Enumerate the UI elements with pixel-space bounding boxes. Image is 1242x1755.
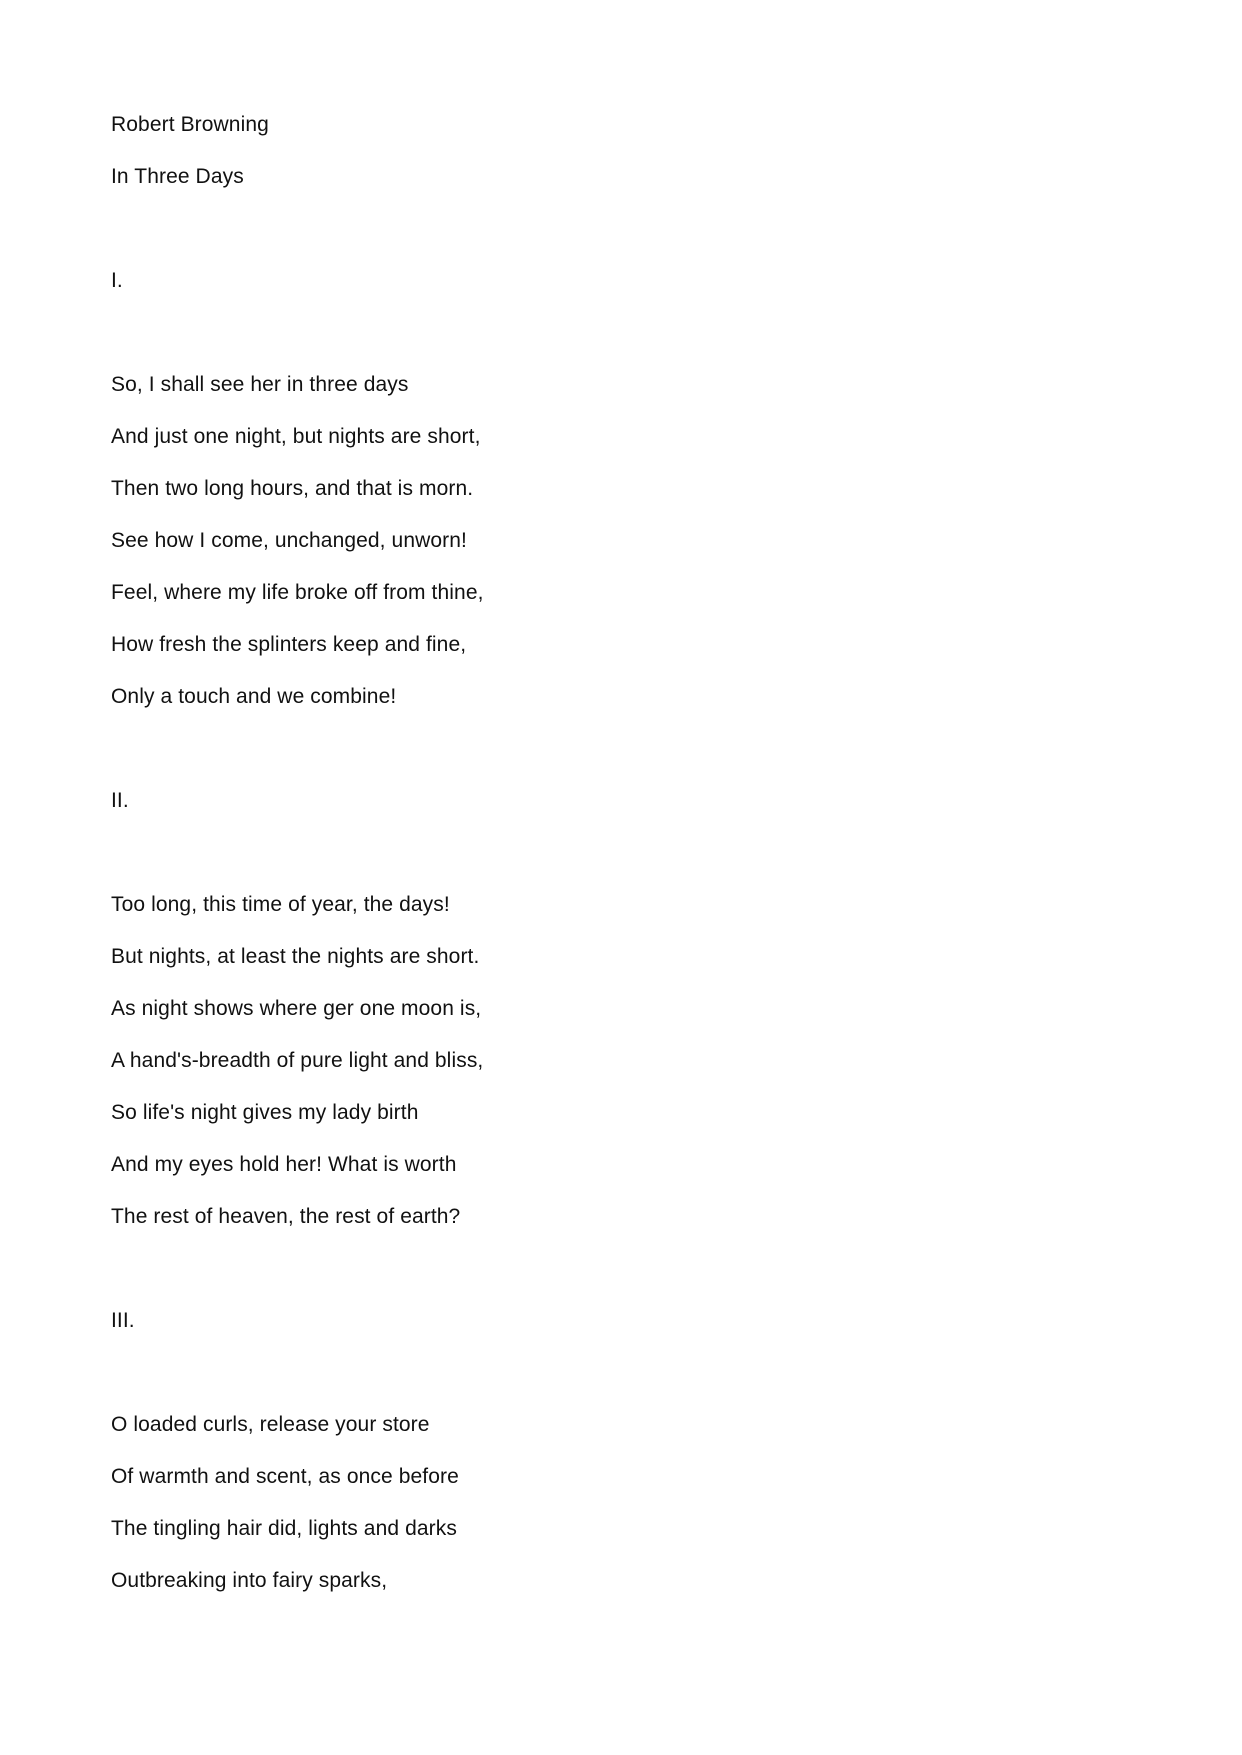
poem-line: Then two long hours, and that is morn. — [111, 477, 474, 500]
poem-line: So, I shall see her in three days — [111, 373, 409, 396]
poem-line: So life's night gives my lady birth — [111, 1101, 419, 1124]
poem-line: And just one night, but nights are short, — [111, 425, 481, 448]
poem-line: But nights, at least the nights are short. — [111, 945, 480, 968]
poem-line: Only a touch and we combine! — [111, 685, 397, 708]
poem-line: See how I come, unchanged, unworn! — [111, 529, 467, 552]
stanza-numeral: I. — [111, 269, 123, 292]
poem-line: The tingling hair did, lights and darks — [111, 1517, 457, 1540]
poem-line: How fresh the splinters keep and fine, — [111, 633, 467, 656]
stanza-numeral: III. — [111, 1309, 135, 1332]
poem-line: A hand's-breadth of pure light and bliss, — [111, 1049, 484, 1072]
poem-line: Outbreaking into fairy sparks, — [111, 1569, 388, 1592]
poem-line: And my eyes hold her! What is worth — [111, 1153, 457, 1176]
author-name: Robert Browning — [111, 113, 269, 136]
poem-line: Of warmth and scent, as once before — [111, 1465, 459, 1488]
poem-line: As night shows where ger one moon is, — [111, 997, 482, 1020]
stanza-numeral: II. — [111, 789, 129, 812]
poem-line: O loaded curls, release your store — [111, 1413, 430, 1436]
poem-line: The rest of heaven, the rest of earth? — [111, 1205, 461, 1228]
poem-line: Feel, where my life broke off from thine, — [111, 581, 484, 604]
poem-line: Too long, this time of year, the days! — [111, 893, 450, 916]
poem-title: In Three Days — [111, 165, 244, 188]
